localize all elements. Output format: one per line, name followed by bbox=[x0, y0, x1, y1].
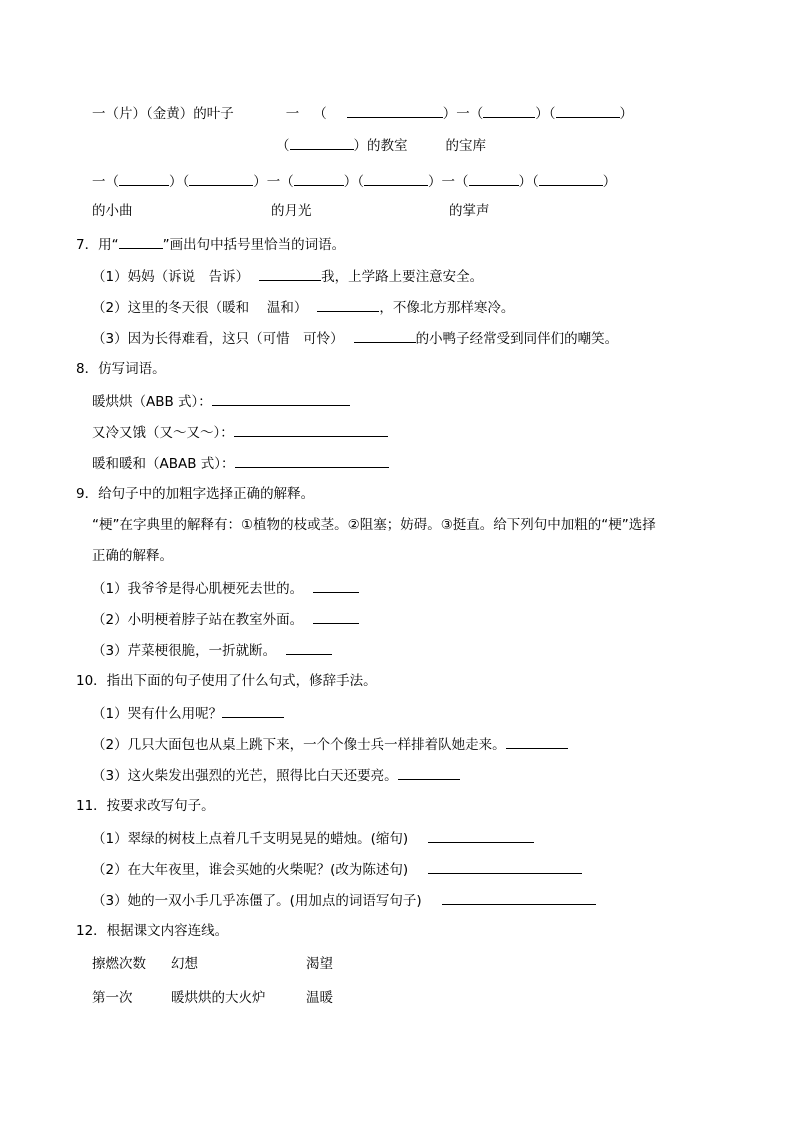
answer-blank[interactable] bbox=[539, 171, 603, 186]
match-column-header: 擦燃次数 bbox=[92, 956, 146, 972]
answer-blank[interactable] bbox=[354, 328, 416, 343]
question-10-item-2: （2）几只大面包也从桌上跳下来，一个个像士兵一样排着队她走来。 bbox=[92, 734, 568, 754]
answer-blank[interactable] bbox=[556, 103, 620, 118]
answer-blank[interactable] bbox=[469, 171, 519, 186]
answer-blank[interactable] bbox=[286, 640, 332, 655]
question-8-title: 8．仿写词语。 bbox=[76, 361, 166, 377]
answer-blank[interactable] bbox=[428, 828, 534, 843]
question-7-item-3: （3）因为长得难看，这只（可惜 可怜） 的小鸭子经常受到同伴们的嘲笑。 bbox=[92, 328, 618, 348]
question-9-description: “梗”在字典里的解释有：①植物的枝或茎。②阻塞；妨碍。③挺直。给下列句中加粗的“梗”选择 bbox=[92, 517, 656, 533]
question-11-title: 11．按要求改写句子。 bbox=[76, 798, 215, 814]
question-9-description-cont: 正确的解释。 bbox=[92, 548, 173, 564]
question-12-title: 12．根据课文内容连线。 bbox=[76, 923, 229, 939]
answer-blank[interactable] bbox=[235, 453, 389, 468]
phrase-label: 的小曲 bbox=[92, 203, 133, 219]
match-column-header: 幻想 bbox=[171, 956, 198, 972]
answer-blank[interactable] bbox=[347, 103, 443, 118]
example-phrase: 一（片）（金黄）的叶子 bbox=[92, 106, 234, 122]
answer-blank[interactable] bbox=[259, 266, 321, 281]
underline-sample bbox=[119, 234, 163, 249]
answer-blank[interactable] bbox=[189, 171, 253, 186]
question-11-item-3: （3）她的一双小手几乎冻僵了。(用加点的词语写句子) bbox=[92, 890, 596, 910]
answer-blank[interactable] bbox=[317, 297, 379, 312]
question-9-item-3: （3）芹菜梗很脆，一折就断。 bbox=[92, 640, 332, 660]
question-9-item-2: （2）小明梗着脖子站在教室外面。 bbox=[92, 609, 359, 629]
question-8-item-3: 暖和暖和（ABAB 式）： bbox=[92, 453, 389, 473]
answer-blank[interactable] bbox=[442, 890, 596, 905]
q6-row3: 一（ ）（ ）一（ ）（ ）一（ ）（ ） bbox=[92, 171, 616, 191]
answer-blank[interactable] bbox=[398, 765, 460, 780]
phrase-label: 的月光 bbox=[271, 203, 312, 219]
answer-blank[interactable] bbox=[313, 609, 359, 624]
answer-blank[interactable] bbox=[294, 171, 344, 186]
phrase-label: 的掌声 bbox=[449, 203, 490, 219]
answer-blank[interactable] bbox=[222, 703, 284, 718]
question-9-item-1: （1）我爷爷是得心肌梗死去世的。 bbox=[92, 578, 359, 598]
answer-blank[interactable] bbox=[234, 422, 388, 437]
question-8-item-1: 暖烘烘（ABB 式）： bbox=[92, 391, 350, 411]
question-11-item-1: （1）翠绿的树枝上点着几千支明晃晃的蜡烛。(缩句) bbox=[92, 828, 534, 848]
answer-blank[interactable] bbox=[313, 578, 359, 593]
question-9-title: 9．给句子中的加粗字选择正确的解释。 bbox=[76, 486, 315, 502]
answer-blank[interactable] bbox=[428, 859, 582, 874]
answer-blank[interactable] bbox=[506, 734, 568, 749]
match-item[interactable]: 温暖 bbox=[306, 990, 333, 1006]
match-item[interactable]: 暖烘烘的大火炉 bbox=[171, 990, 266, 1006]
match-column-header: 渴望 bbox=[306, 956, 333, 972]
answer-blank[interactable] bbox=[364, 171, 428, 186]
answer-blank[interactable] bbox=[483, 103, 535, 118]
question-11-item-2: （2）在大年夜里，谁会买她的火柴呢？(改为陈述句) bbox=[92, 859, 582, 879]
question-8-item-2: 又冷又饿（又～又～）： bbox=[92, 422, 388, 442]
match-item[interactable]: 第一次 bbox=[92, 990, 133, 1006]
question-7-item-2: （2）这里的冬天很（暖和 温和） ，不像北方那样寒冷。 bbox=[92, 297, 514, 317]
q6-row2: （ ）的教室 的宝库 bbox=[276, 135, 486, 155]
answer-blank[interactable] bbox=[119, 171, 169, 186]
q6-row1: 一（片）（金黄）的叶子 一 （ ）一（ ）（ ） bbox=[92, 103, 633, 123]
answer-blank[interactable] bbox=[212, 391, 350, 406]
question-10-title: 10．指出下面的句子使用了什么句式，修辞手法。 bbox=[76, 673, 377, 689]
question-7-item-1: （1）妈妈（诉说 告诉） 我，上学路上要注意安全。 bbox=[92, 266, 483, 286]
question-10-item-3: （3）这火柴发出强烈的光芒，照得比白天还要亮。 bbox=[92, 765, 460, 785]
answer-blank[interactable] bbox=[290, 135, 354, 150]
question-10-item-1: （1）哭有什么用呢？ bbox=[92, 703, 284, 723]
question-7-title: 7．用“ ”画出句中括号里恰当的词语。 bbox=[76, 234, 345, 254]
